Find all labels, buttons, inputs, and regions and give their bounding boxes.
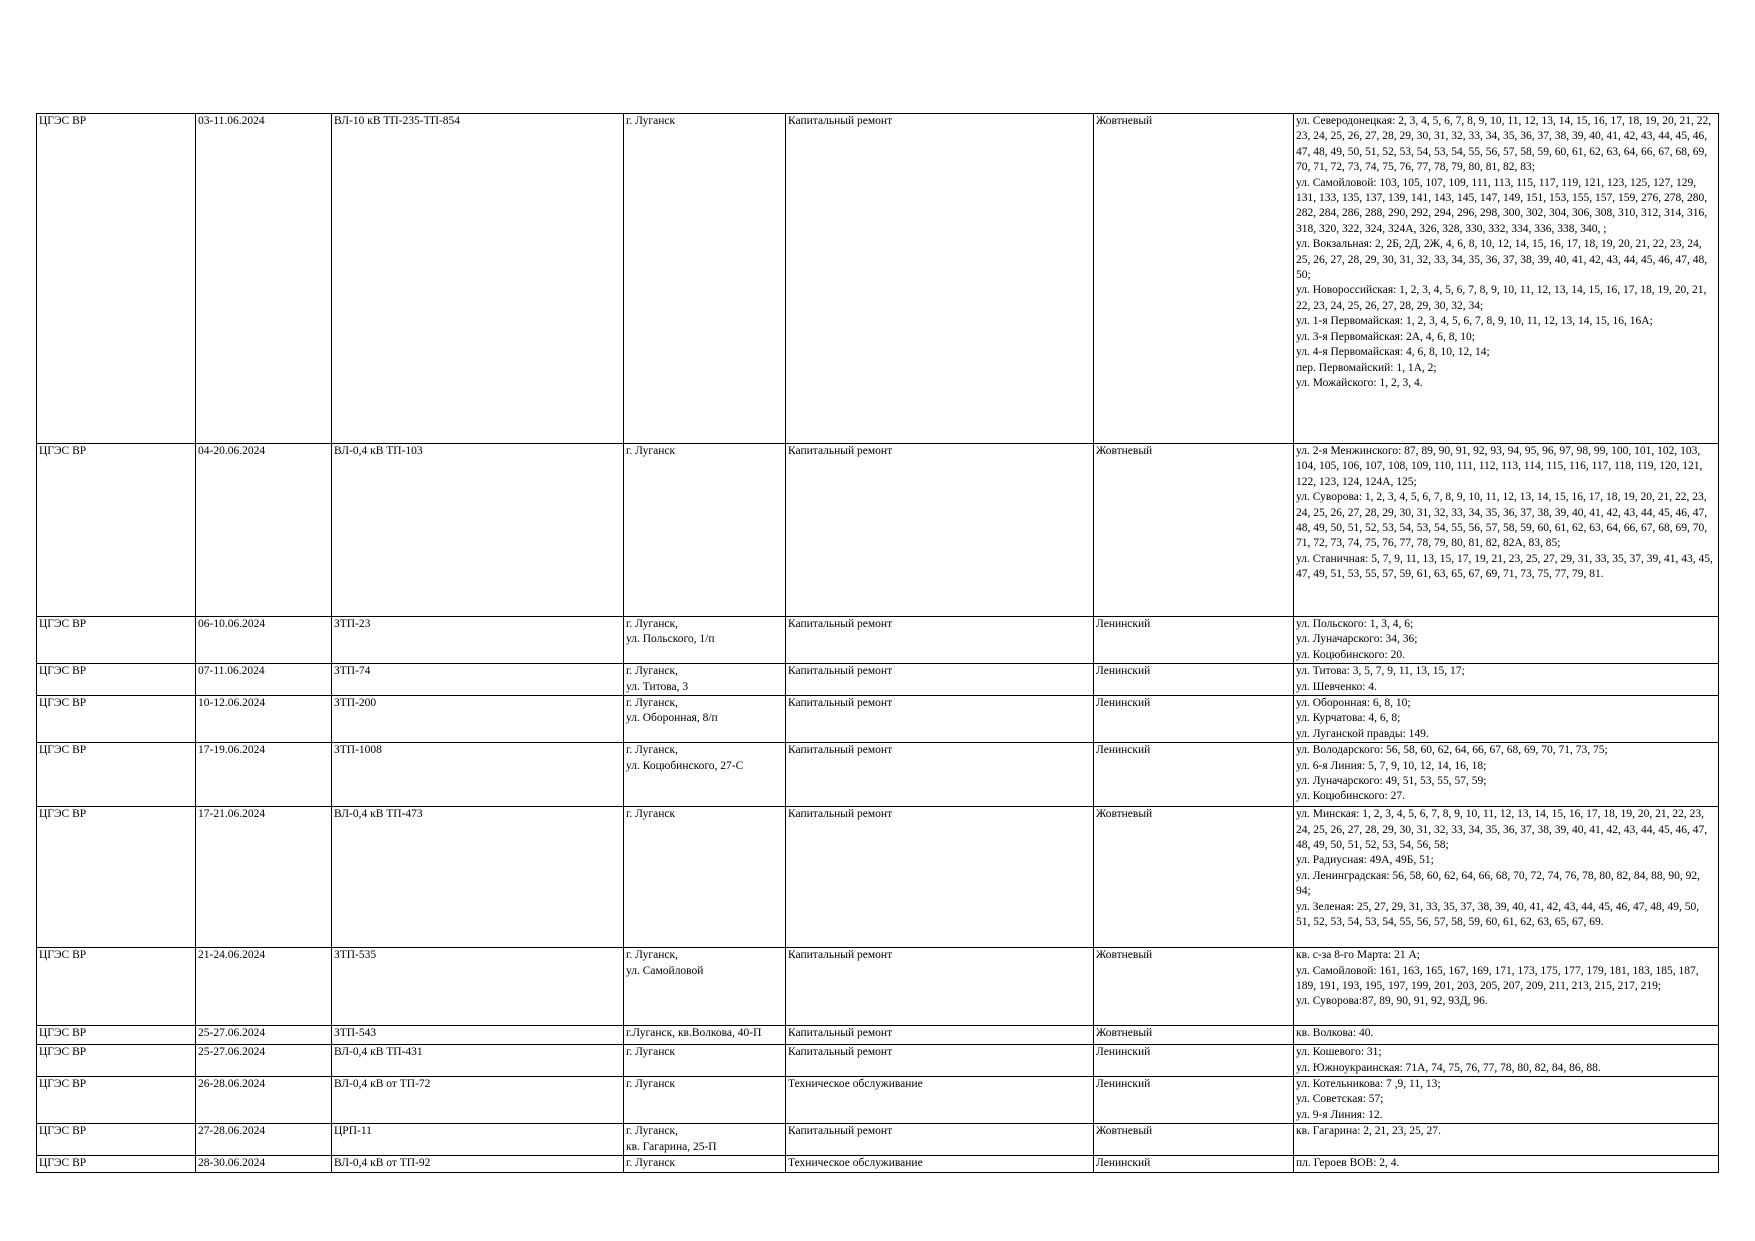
object-cell: ВЛ-0,4 кВ ТП-431 — [332, 1045, 624, 1077]
district-cell: Ленинский — [1094, 1045, 1294, 1077]
addresses-line: ул. Титова: 3, 5, 7, 9, 11, 13, 15, 17; — [1296, 665, 1465, 678]
table-row — [37, 1124, 1719, 1156]
addresses-line: ул. Суворова:87, 89, 90, 91, 92, 93Д, 96. — [1296, 995, 1488, 1008]
work-type-cell: Капитальный ремонт — [786, 1026, 1094, 1045]
org-cell: ЦГЭС ВР — [37, 1026, 196, 1045]
addresses-cell — [1294, 114, 1719, 444]
addresses-line: ул. Луганской правды: 149. — [1296, 727, 1429, 740]
location-cell — [624, 807, 786, 948]
location-cell — [624, 1026, 786, 1045]
addresses-line: пл. Героев ВОВ: 2, 4. — [1296, 1157, 1400, 1170]
dates-cell: 25-27.06.2024 — [196, 1045, 332, 1077]
dates-cell: 17-21.06.2024 — [196, 807, 332, 948]
object-cell: ЗТП-23 — [332, 617, 624, 664]
location-line: кв. Гагарина, 25-П — [626, 1140, 717, 1153]
object-cell: ЗТП-543 — [332, 1026, 624, 1045]
addresses-line: ул. Можайского: 1, 2, 3, 4. — [1296, 376, 1423, 389]
table-row — [37, 743, 1719, 807]
org-cell: ЦГЭС ВР — [37, 1045, 196, 1077]
district-cell: Ленинский — [1094, 696, 1294, 743]
addresses-cell — [1294, 807, 1719, 948]
org-cell: ЦГЭС ВР — [37, 696, 196, 743]
addresses-line: ул. 1-я Первомайская: 1, 2, 3, 4, 5, 6, 7, 8, 9, 10, 11, 12, 13, 14, 15, 16, 16А; — [1296, 315, 1653, 328]
org-cell: ЦГЭС ВР — [37, 1077, 196, 1124]
addresses-line: ул. Новороссийская: 1, 2, 3, 4, 5, 6, 7, 8, 9, 10, 11, 12, 13, 14, 15, 16, 17, 18, 19, 20, 21, 22, 23, 24, 25, 26, 27, 28, 29, 30, 32, 34; — [1296, 284, 1707, 312]
addresses-line: ул. Оборонная: 6, 8, 10; — [1296, 697, 1411, 710]
addresses-line: кв. с-за 8-го Марта: 21 А; — [1296, 949, 1421, 962]
location-line: г. Луганск, — [626, 697, 678, 710]
object-cell: ЗТП-1008 — [332, 743, 624, 807]
dates-cell: 17-19.06.2024 — [196, 743, 332, 807]
location-cell — [624, 743, 786, 807]
object-cell: ЗТП-200 — [332, 696, 624, 743]
work-type-cell: Техническое обслуживание — [786, 1077, 1094, 1124]
location-line: г. Луганск — [626, 115, 676, 127]
addresses-line: ул. Ленинградская: 56, 58, 60, 62, 64, 66, 68, 70, 72, 74, 76, 78, 80, 82, 84, 88, 90, 92, 94; — [1296, 869, 1701, 898]
addresses-cell — [1294, 948, 1719, 1026]
object-cell: ВЛ-0,4 кВ от ТП-92 — [332, 1156, 624, 1172]
table-row — [37, 696, 1719, 743]
location-cell — [624, 696, 786, 743]
org-cell: ЦГЭС ВР — [37, 664, 196, 696]
district-cell: Ленинский — [1094, 664, 1294, 696]
dates-cell: 04-20.06.2024 — [196, 444, 332, 617]
object-cell: ЗТП-535 — [332, 948, 624, 1026]
addresses-line: ул. Луначарского: 49, 51, 53, 55, 57, 59; — [1296, 775, 1487, 788]
addresses-line: ул. Суворова: 1, 2, 3, 4, 5, 6, 7, 8, 9, 10, 11, 12, 13, 14, 15, 16, 17, 18, 19, 20, 21, 22, 23, 24, 25, 26, 27, 28, 29, 30, 31, 32, 33, 34, 35, 36, 37, 38, 39, 40, 41, 42, 43, 44, 45, 46, 47, 48, 49, 50, 51, 52, 53, 54, 53, 54, 55, 56, 57, 58, 59, 60, 61, 62, 63, 64, 66, 67, 68, 69, 70, 71, 72, 73, 74, 75, 76, 77, 78, 79, 80, 81, 82, 82А, 83, 85; — [1296, 491, 1708, 550]
object-cell: ЦРП-11 — [332, 1124, 624, 1156]
district-cell: Ленинский — [1094, 1077, 1294, 1124]
work-type-cell: Капитальный ремонт — [786, 948, 1094, 1026]
addresses-cell — [1294, 696, 1719, 743]
addresses-cell — [1294, 1026, 1719, 1045]
addresses-line: кв. Гагарина: 2, 21, 23, 25, 27. — [1296, 1125, 1441, 1138]
addresses-line: ул. Коцюбинского: 27. — [1296, 790, 1405, 803]
addresses-cell — [1294, 444, 1719, 617]
addresses-cell — [1294, 617, 1719, 664]
work-type-cell: Капитальный ремонт — [786, 807, 1094, 948]
addresses-line: ул. Зеленая: 25, 27, 29, 31, 33, 35, 37, 38, 39, 40, 41, 42, 43, 44, 45, 46, 47, 48, 49, 50, 51, 52, 53, 54, 53, 54, 55, 56, 57, 58, 59, 60, 61, 62, 63, 65, 67, 69. — [1296, 900, 1700, 929]
district-cell: Жовтневый — [1094, 114, 1294, 444]
district-cell: Жовтневый — [1094, 1124, 1294, 1156]
addresses-cell — [1294, 1077, 1719, 1124]
addresses-line: ул. Шевченко: 4. — [1296, 680, 1377, 693]
addresses-cell — [1294, 664, 1719, 696]
work-type-cell: Капитальный ремонт — [786, 444, 1094, 617]
addresses-cell — [1294, 1124, 1719, 1156]
org-cell: ЦГЭС ВР — [37, 114, 196, 444]
addresses-line: ул. 9-я Линия: 12. — [1296, 1108, 1383, 1121]
addresses-line: ул. Самойловой: 161, 163, 165, 167, 169, 171, 173, 175, 177, 179, 181, 183, 185, 187, 189, 191, 193, 195, 197, 199, 201, 203, 205, 207, 209, 211, 213, 215, 217, 219; — [1296, 964, 1699, 993]
location-line: г. Луганск — [626, 1046, 676, 1059]
addresses-line: ул. 3-я Первомайская: 2А, 4, 6, 8, 10; — [1296, 330, 1475, 343]
addresses-cell — [1294, 743, 1719, 807]
dates-cell: 25-27.06.2024 — [196, 1026, 332, 1045]
object-cell: ВЛ-0,4 кВ ТП-473 — [332, 807, 624, 948]
location-line: ул. Титова, 3 — [626, 680, 689, 693]
location-line: г. Луганск, — [626, 665, 678, 678]
district-cell: Жовтневый — [1094, 807, 1294, 948]
work-type-cell: Капитальный ремонт — [786, 617, 1094, 664]
table-row — [37, 444, 1719, 617]
location-line: г. Луганск, — [626, 1125, 678, 1138]
addresses-line: ул. Минская: 1, 2, 3, 4, 5, 6, 7, 8, 9, 10, 11, 12, 13, 14, 15, 16, 17, 18, 19, 20, 21, 22, 23, 24, 25, 26, 27, 28, 29, 30, 31, 32, 33, 34, 35, 36, 37, 38, 39, 40, 41, 42, 43, 44, 45, 46, 47, 48, 49, 50, 51, 52, 53, 54, 56, 58; — [1296, 808, 1708, 852]
work-type-cell: Капитальный ремонт — [786, 1045, 1094, 1077]
location-cell — [624, 1045, 786, 1077]
table-row — [37, 1045, 1719, 1077]
location-cell — [624, 1124, 786, 1156]
work-type-cell: Капитальный ремонт — [786, 114, 1094, 444]
addresses-line: ул. Самойловой: 103, 105, 107, 109, 111, 113, 115, 117, 119, 121, 123, 125, 127, 129, 131, 133, 135, 137, 139, 141, 143, 145, 147, 149, 151, 153, 155, 157, 159, 276, 278, 280, 282, 284, 286, 288, 290, 292, 294, 296, 298, 300, 302, 304, 306, 308, 310, 312, 314, 316, 318, 320, 322, 324, 324А, 326, 328, 330, 332, 334, 336, 338, 340, ; — [1296, 176, 1708, 235]
location-line: ул. Польского, 1/п — [626, 633, 715, 646]
addresses-line: кв. Волкова: 40. — [1296, 1027, 1374, 1040]
location-line: г. Луганск, — [626, 949, 678, 962]
location-line: г. Луганск, — [626, 618, 678, 630]
location-line: ул. Коцюбинского, 27-С — [626, 759, 744, 772]
location-line: г.Луганск, кв.Волкова, 40-П — [626, 1027, 762, 1040]
dates-cell: 28-30.06.2024 — [196, 1156, 332, 1172]
district-cell: Жовтневый — [1094, 1026, 1294, 1045]
addresses-line: ул. Котельникова: 7 ,9, 11, 13; — [1296, 1078, 1441, 1091]
table-row — [37, 617, 1719, 664]
table-row — [37, 948, 1719, 1026]
addresses-line: ул. Польского: 1, 3, 4, 6; — [1296, 618, 1414, 630]
location-line: г. Луганск — [626, 808, 676, 821]
table-row — [37, 1026, 1719, 1045]
location-cell — [624, 114, 786, 444]
object-cell: ЗТП-74 — [332, 664, 624, 696]
dates-cell: 21-24.06.2024 — [196, 948, 332, 1026]
location-cell — [624, 948, 786, 1026]
work-type-cell: Капитальный ремонт — [786, 743, 1094, 807]
location-line: г. Луганск — [626, 445, 676, 457]
addresses-cell — [1294, 1045, 1719, 1077]
addresses-line: ул. Вокзальная: 2, 2Б, 2Д, 2Ж, 4, 6, 8, 10, 12, 14, 15, 16, 17, 18, 19, 20, 21, 22, 23, 24, 25, 26, 27, 28, 29, 30, 31, 32, 33, 34, 35, 36, 37, 38, 39, 40, 41, 42, 43, 44, 45, 46, 47, 48, 50; — [1296, 238, 1708, 282]
addresses-line: ул. Коцюбинского: 20. — [1296, 648, 1405, 661]
object-cell: ВЛ-0,4 кВ от ТП-72 — [332, 1077, 624, 1124]
work-type-cell: Техническое обслуживание — [786, 1156, 1094, 1172]
org-cell: ЦГЭС ВР — [37, 617, 196, 664]
location-line: г. Луганск, — [626, 744, 678, 757]
dates-cell: 03-11.06.2024 — [196, 114, 332, 444]
district-cell: Ленинский — [1094, 617, 1294, 664]
location-cell — [624, 617, 786, 664]
addresses-line: пер. Первомайский: 1, 1А, 2; — [1296, 361, 1437, 374]
location-cell — [624, 444, 786, 617]
work-type-cell: Капитальный ремонт — [786, 696, 1094, 743]
org-cell: ЦГЭС ВР — [37, 444, 196, 617]
outage-schedule-table — [36, 113, 1719, 1173]
table-row — [37, 1077, 1719, 1124]
addresses-line: ул. Станичная: 5, 7, 9, 11, 13, 15, 17, 19, 21, 23, 25, 27, 29, 31, 33, 35, 37, 39, 41, 43, 45, 47, 49, 51, 53, 55, 57, 59, 61, 63, 65, 67, 69, 71, 73, 75, 77, 79, 81. — [1296, 552, 1713, 581]
org-cell: ЦГЭС ВР — [37, 948, 196, 1026]
dates-cell: 10-12.06.2024 — [196, 696, 332, 743]
org-cell: ЦГЭС ВР — [37, 1124, 196, 1156]
table-row — [37, 1156, 1719, 1172]
dates-cell: 27-28.06.2024 — [196, 1124, 332, 1156]
object-cell: ВЛ-10 кВ ТП-235-ТП-854 — [332, 114, 624, 444]
district-cell: Ленинский — [1094, 743, 1294, 807]
addresses-line: ул. 6-я Линия: 5, 7, 9, 10, 12, 14, 16, 18; — [1296, 759, 1487, 772]
location-line: г. Луганск — [626, 1157, 676, 1170]
addresses-line: ул. Радиусная: 49А, 49Б, 51; — [1296, 854, 1434, 867]
addresses-line: ул. Северодонецкая: 2, 3, 4, 5, 6, 7, 8, 9, 10, 11, 12, 13, 14, 15, 16, 17, 18, 19, 20, 21, 22, 23, 24, 25, 26, 27, 28, 29, 30, 31, 32, 33, 34, 35, 36, 37, 38, 39, 40, 41, 42, 43, 44, 45, 46, 47, 48, 49, 50, 51, 52, 53, 54, 53, 54, 55, 56, 57, 58, 59, 60, 61, 62, 63, 64, 66, 67, 68, 69, 70, 71, 72, 73, 74, 75, 76, 77, 78, 79, 80, 81, 82, 83; — [1296, 115, 1712, 174]
addresses-line: ул. 2-я Менжинского: 87, 89, 90, 91, 92, 93, 94, 95, 96, 97, 98, 99, 100, 101, 102, 103, 104, 105, 106, 107, 108, 109, 110, 111, 112, 113, 114, 115, 116, 117, 118, 119, 120, 121, 122, 123, 124, 124А, 125; — [1296, 445, 1703, 488]
addresses-line: ул. Кошевого: 31; — [1296, 1046, 1382, 1059]
location-line: г. Луганск — [626, 1078, 676, 1091]
location-cell — [624, 1156, 786, 1172]
dates-cell: 26-28.06.2024 — [196, 1077, 332, 1124]
addresses-line: ул. Южноукраинская: 71А, 74, 75, 76, 77, 78, 80, 82, 84, 86, 88. — [1296, 1061, 1601, 1074]
district-cell: Жовтневый — [1094, 948, 1294, 1026]
location-cell — [624, 1077, 786, 1124]
addresses-line: ул. Советская: 57; — [1296, 1093, 1384, 1106]
district-cell: Жовтневый — [1094, 444, 1294, 617]
table-body — [37, 114, 1719, 1173]
location-line: ул. Оборонная, 8/п — [626, 712, 718, 725]
addresses-line: ул. Луначарского: 34, 36; — [1296, 633, 1418, 646]
table-row — [37, 664, 1719, 696]
location-line: ул. Самойловой — [626, 964, 704, 977]
dates-cell: 07-11.06.2024 — [196, 664, 332, 696]
org-cell: ЦГЭС ВР — [37, 743, 196, 807]
dates-cell: 06-10.06.2024 — [196, 617, 332, 664]
addresses-line: ул. Володарского: 56, 58, 60, 62, 64, 66, 67, 68, 69, 70, 71, 73, 75; — [1296, 744, 1608, 757]
object-cell: ВЛ-0,4 кВ ТП-103 — [332, 444, 624, 617]
addresses-line: ул. Курчатова: 4, 6, 8; — [1296, 712, 1401, 725]
addresses-line: ул. 4-я Первомайская: 4, 6, 8, 10, 12, 14; — [1296, 346, 1490, 359]
addresses-cell — [1294, 1156, 1719, 1172]
work-type-cell: Капитальный ремонт — [786, 664, 1094, 696]
org-cell: ЦГЭС ВР — [37, 807, 196, 948]
district-cell: Ленинский — [1094, 1156, 1294, 1172]
table-row — [37, 807, 1719, 948]
org-cell: ЦГЭС ВР — [37, 1156, 196, 1172]
work-type-cell: Капитальный ремонт — [786, 1124, 1094, 1156]
location-cell — [624, 664, 786, 696]
table-row — [37, 114, 1719, 444]
